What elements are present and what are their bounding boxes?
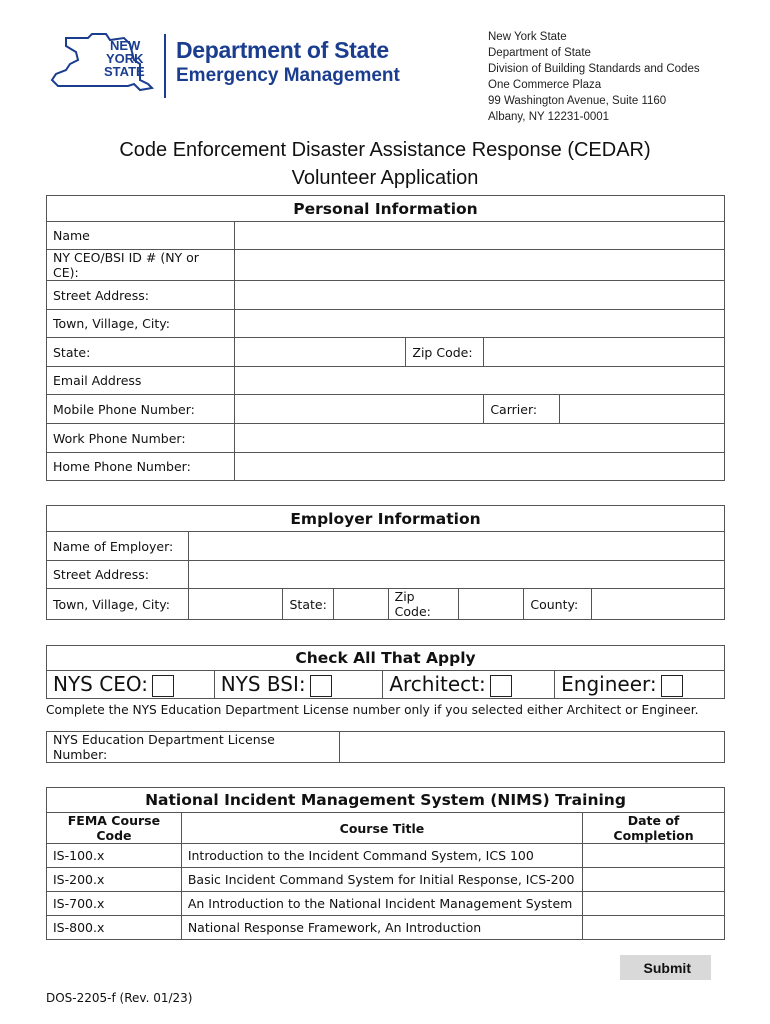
form-title-line1: Code Enforcement Disaster Assistance Response (CEDAR) <box>119 139 651 161</box>
license-note: Complete the NYS Education Department License number only if you selected either Architect or Engineer. <box>46 703 699 717</box>
town-label: Town, Village, City: <box>47 310 235 338</box>
course-title: An Introduction to the National Incident Management System <box>181 892 582 916</box>
table-row <box>47 916 725 940</box>
table-row <box>47 844 725 868</box>
form-title <box>0 136 770 192</box>
mobile-label: Mobile Phone Number: <box>47 395 235 424</box>
ceo-checkbox[interactable] <box>152 675 174 697</box>
bsi-checkbox[interactable] <box>310 675 332 697</box>
employer-state-field[interactable] <box>333 589 388 620</box>
engineer-option: Engineer: <box>555 671 725 699</box>
completion-date-field[interactable] <box>583 868 725 892</box>
logo-divider <box>164 34 166 98</box>
employer-zip-field[interactable] <box>458 589 524 620</box>
employer-county-label: County: <box>524 589 592 620</box>
agency-address: New York State Department of State Division of Building Standards and Codes One Commerce Plaza 99 Washington Avenue, Suite 1160 Albany, NY 12231-0001 <box>488 31 700 123</box>
mobile-field[interactable] <box>234 395 484 424</box>
check-heading: Check All That Apply <box>47 646 725 671</box>
svg-text:YORK: YORK <box>106 51 144 66</box>
form-title-line2: Volunteer Application <box>291 167 479 189</box>
course-title: National Response Framework, An Introduction <box>181 916 582 940</box>
completion-date-field[interactable] <box>583 844 725 868</box>
form-number: DOS-2205-f (Rev. 01/23) <box>46 991 193 1005</box>
completion-date-field[interactable] <box>583 916 725 940</box>
nims-table <box>46 787 725 940</box>
email-field[interactable] <box>234 367 724 395</box>
submit-button[interactable]: Submit <box>620 955 711 980</box>
employer-info-table <box>46 505 725 620</box>
personal-heading: Personal Information <box>47 196 725 222</box>
bsi-option: NYS BSI: <box>214 671 383 699</box>
town-field[interactable] <box>234 310 724 338</box>
street-label: Street Address: <box>47 281 235 310</box>
name-label: Name <box>47 222 235 250</box>
ceo-option: NYS CEO: <box>47 671 215 699</box>
state-label: State: <box>47 338 235 367</box>
course-code: IS-100.x <box>47 844 182 868</box>
logo-state-text: NEW <box>110 38 141 53</box>
agency-name <box>176 36 400 88</box>
architect-checkbox[interactable] <box>490 675 512 697</box>
home-phone-label: Home Phone Number: <box>47 453 235 481</box>
personal-info-table <box>46 195 725 481</box>
table-row <box>47 892 725 916</box>
ceo-id-label: NY CEO/BSI ID # (NY or CE): <box>47 250 235 281</box>
course-title: Basic Incident Command System for Initial Response, ICS-200 <box>181 868 582 892</box>
carrier-field[interactable] <box>560 395 725 424</box>
svg-text:STATE: STATE <box>104 64 145 79</box>
employer-street-field[interactable] <box>188 561 724 589</box>
home-phone-field[interactable] <box>234 453 724 481</box>
work-phone-field[interactable] <box>234 424 724 453</box>
carrier-label: Carrier: <box>484 395 560 424</box>
employer-heading: Employer Information <box>47 506 725 532</box>
state-field[interactable] <box>234 338 406 367</box>
employer-zip-label: Zip Code: <box>388 589 458 620</box>
table-row <box>47 868 725 892</box>
course-code: IS-700.x <box>47 892 182 916</box>
street-field[interactable] <box>234 281 724 310</box>
zip-field[interactable] <box>484 338 725 367</box>
license-table <box>46 731 725 763</box>
name-field[interactable] <box>234 222 724 250</box>
col-course-code: FEMA Course Code <box>47 813 182 844</box>
employer-state-label: State: <box>283 589 333 620</box>
email-label: Email Address <box>47 367 235 395</box>
check-all-table <box>46 645 725 699</box>
course-title: Introduction to the Incident Command System, ICS 100 <box>181 844 582 868</box>
col-completion-date: Date of Completion <box>583 813 725 844</box>
employer-street-label: Street Address: <box>47 561 189 589</box>
agency-name-line2: Emergency Management <box>176 65 400 86</box>
completion-date-field[interactable] <box>583 892 725 916</box>
ceo-id-field[interactable] <box>234 250 724 281</box>
agency-name-line1: Department of State <box>176 37 389 63</box>
employer-town-label: Town, Village, City: <box>47 589 189 620</box>
employer-name-label: Name of Employer: <box>47 532 189 561</box>
course-code: IS-200.x <box>47 868 182 892</box>
work-phone-label: Work Phone Number: <box>47 424 235 453</box>
license-field[interactable] <box>339 732 724 763</box>
license-label: NYS Education Department License Number: <box>47 732 340 763</box>
architect-option: Architect: <box>383 671 555 699</box>
zip-label: Zip Code: <box>406 338 484 367</box>
course-code: IS-800.x <box>47 916 182 940</box>
col-course-title: Course Title <box>181 813 582 844</box>
employer-county-field[interactable] <box>592 589 725 620</box>
employer-name-field[interactable] <box>188 532 724 561</box>
engineer-checkbox[interactable] <box>661 675 683 697</box>
nims-heading: National Incident Management System (NIMS) Training <box>47 788 725 813</box>
nys-map-logo-icon <box>48 30 168 96</box>
employer-town-field[interactable] <box>188 589 283 620</box>
